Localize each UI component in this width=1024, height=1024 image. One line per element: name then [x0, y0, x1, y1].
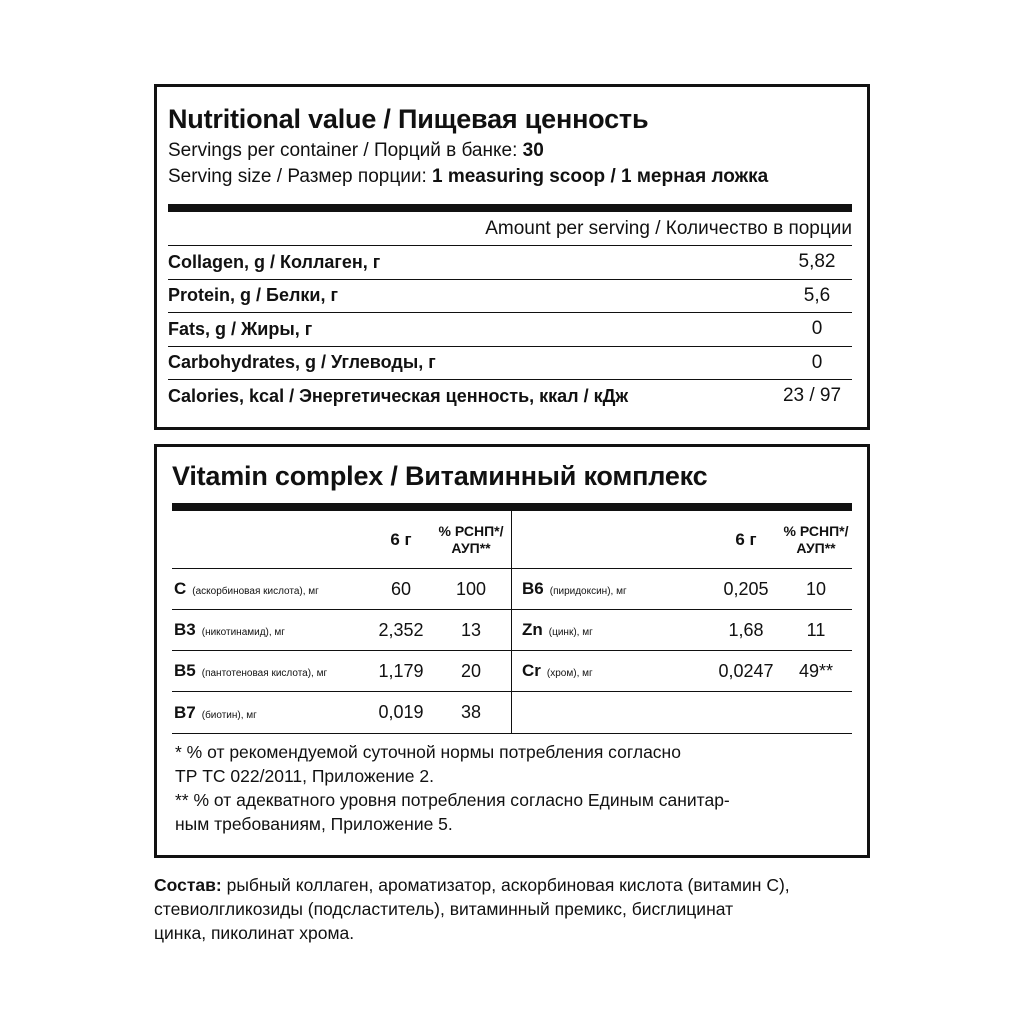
nutrient-value: 0	[811, 351, 823, 373]
nutrition-title: Nutritional value / Пищевая ценность	[168, 104, 649, 134]
nutrient-label: Collagen, g / Коллаген, г	[168, 251, 381, 272]
vitamin-percent: 49**	[798, 660, 834, 681]
vitamin-dose: 60	[390, 578, 412, 599]
vitamin-percent: 20	[460, 660, 482, 681]
dose-header: 6 г	[390, 529, 412, 549]
nutrient-label: Fats, g / Жиры, г	[168, 318, 313, 339]
nutrient-row	[168, 245, 852, 279]
vitamin-dose: 1,179	[378, 660, 424, 681]
serving-size-label: Serving size / Размер порции:	[168, 166, 432, 187]
vitamin-name: C (аскорбиновая кислота), мг	[174, 579, 319, 598]
vitamin-percent: 10	[805, 578, 827, 599]
percent-header: % РСНП*/ АУП**	[438, 522, 504, 556]
vitamin-dose: 0,019	[378, 702, 424, 722]
vitamin-name: Zn (цинк), мг	[522, 620, 593, 639]
vitamin-percent: 11	[806, 619, 826, 640]
vitamin-percent: 13	[460, 619, 482, 640]
vitamin-column-right	[512, 511, 852, 733]
vitamin-row	[172, 569, 511, 610]
percent-header: % РСНП*/ АУП**	[783, 522, 849, 556]
vitamin-complex-panel	[154, 444, 870, 858]
vitamin-title: Vitamin complex / Витаминный комплекс	[172, 461, 708, 491]
composition-label: Состав:	[154, 875, 222, 895]
nutrient-label: Carbohydrates, g / Углеводы, г	[168, 352, 436, 373]
servings-per-container	[168, 138, 852, 164]
vitamin-row	[172, 692, 511, 733]
vitamin-table-header	[172, 511, 511, 569]
vitamin-dose: 2,352	[378, 619, 424, 640]
vitamin-dose: 1,68	[728, 619, 764, 640]
nutrient-value: 5,82	[798, 251, 836, 273]
nutrient-row	[168, 279, 852, 313]
nutrient-value: 0	[811, 318, 823, 340]
vitamin-table	[172, 511, 852, 733]
nutrient-value: 23 / 97	[782, 385, 842, 407]
nutrient-value: 5,6	[803, 284, 831, 306]
nutrient-row	[168, 312, 852, 346]
vitamin-name: B5 (пантотеновая кислота), мг	[174, 661, 328, 680]
vitamin-column-left	[172, 511, 512, 733]
vitamin-row	[512, 610, 852, 651]
footnote-rsnp: * % от рекомендуемой суточной нормы потребления согласно ТР ТС 022/2011, Приложение 2. ** % от адекватного уровня потребления согласно Единым санитар- ным требованиям, Приложение 5.	[175, 742, 730, 834]
vitamin-name: B6 (пиридоксин), мг	[522, 579, 627, 598]
vitamin-dose: 0,0247	[718, 660, 774, 681]
vitamin-row	[512, 569, 852, 610]
servings-value: 30	[522, 140, 544, 161]
vitamin-table-header	[512, 511, 852, 569]
vitamin-percent: 38	[460, 702, 482, 722]
vitamin-name: Cr (хром), мг	[522, 661, 593, 680]
footnotes	[172, 733, 852, 836]
vitamin-row	[172, 651, 511, 692]
nutrient-label: Calories, kcal / Энергетическая ценность, ккал / кДж	[168, 385, 629, 406]
vitamin-percent: 100	[455, 578, 487, 599]
nutrient-row	[168, 379, 852, 413]
thick-divider	[172, 503, 852, 511]
composition-text: Состав: рыбный коллаген, ароматизатор, аскорбиновая кислота (витамин С), стевиолгликозиды (подсластитель), витаминный премикс, бисглицинат цинка, пиколинат хрома.	[154, 875, 790, 943]
vitamin-row-empty	[512, 692, 852, 733]
dose-header: 6 г	[735, 529, 757, 549]
nutrition-facts-panel	[154, 84, 870, 430]
nutrient-row	[168, 346, 852, 380]
serving-size-value: 1 measuring scoop / 1 мерная ложка	[432, 166, 769, 187]
vitamin-name: B3 (никотинамид), мг	[174, 620, 285, 639]
vitamin-name: B7 (биотин), мг	[174, 702, 257, 722]
amount-per-serving-header: Amount per serving / Количество в порции	[485, 218, 852, 239]
serving-size	[168, 164, 852, 190]
vitamin-row	[172, 610, 511, 651]
vitamin-row	[512, 651, 852, 692]
nutrient-label: Protein, g / Белки, г	[168, 285, 338, 306]
vitamin-dose: 0,205	[723, 578, 769, 599]
servings-label: Servings per container / Порций в банке:	[168, 140, 523, 161]
thick-divider	[168, 204, 852, 212]
